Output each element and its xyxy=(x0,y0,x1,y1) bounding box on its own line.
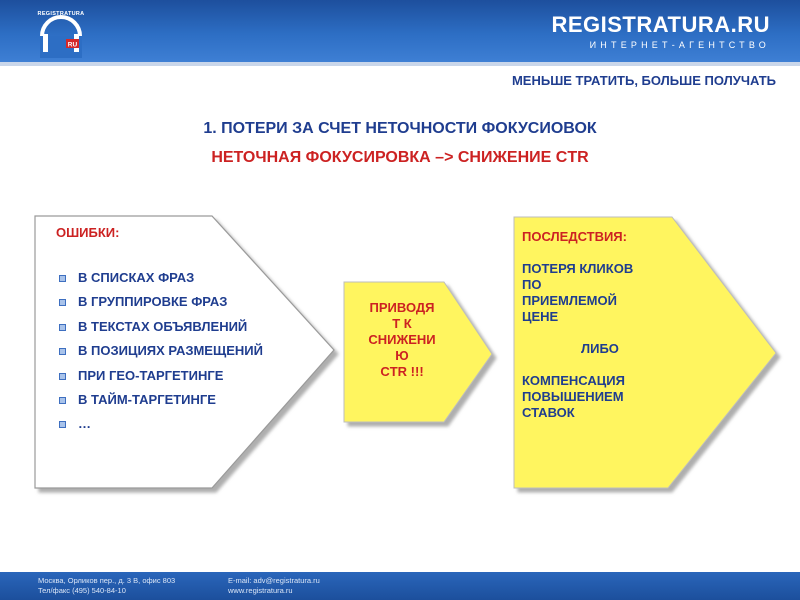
list-item-text: … xyxy=(78,416,91,432)
middle-line: ПРИВОДЯ xyxy=(369,300,435,315)
consequence-line: ПОВЫШЕНИЕМ xyxy=(522,389,624,404)
spacer xyxy=(522,245,702,261)
consequences-block xyxy=(522,229,702,421)
spacer xyxy=(522,325,702,341)
errors-list xyxy=(58,270,263,441)
consequence-line: КОМПЕНСАЦИЯ xyxy=(522,373,625,388)
brand-name: REGISTRATURA.RU xyxy=(551,12,770,37)
consequence-line: ПОТЕРЯ КЛИКОВ xyxy=(522,261,634,276)
list-item-text: В ГРУППИРОВКЕ ФРАЗ xyxy=(78,294,228,310)
square-bullet-icon xyxy=(59,397,66,404)
list-item-text: ПРИ ГЕО-ТАРГЕТИНГЕ xyxy=(78,367,224,383)
logo-text: REGISTRATURA xyxy=(37,11,85,17)
slide-subtitle: НЕТОЧНАЯ ФОКУСИРОВКА –> СНИЖЕНИЕ CTR xyxy=(211,149,589,166)
middle-line: Т К xyxy=(392,316,412,331)
brand-subtitle: ИНТЕРНЕТ-АГЕНТСТВО xyxy=(589,40,770,50)
slogan: МЕНЬШЕ ТРАТИТЬ, БОЛЬШЕ ПОЛУЧАТЬ xyxy=(511,73,776,88)
middle-line: CTR !!! xyxy=(380,364,424,379)
footer-web xyxy=(228,576,320,596)
footer-bar xyxy=(0,572,800,600)
square-bullet-icon xyxy=(59,373,66,380)
square-bullet-icon xyxy=(59,299,66,306)
list-item-text: В ПОЗИЦИЯХ РАЗМЕЩЕНИЙ xyxy=(78,343,263,359)
footer-address: Москва, Орликов пер., д. 3 В, офис 803 xyxy=(38,576,176,585)
square-bullet-icon xyxy=(59,421,66,428)
consequences-heading: ПОСЛЕДСТВИЯ: xyxy=(522,229,627,244)
footer-phone: Тел/факс (495) 540-84-10 xyxy=(38,586,126,595)
list-item-text: В ТАЙМ-ТАРГЕТИНГЕ xyxy=(78,391,216,407)
footer-email[interactable]: E-mail: adv@registratura.ru xyxy=(228,576,320,585)
list-item xyxy=(58,343,263,367)
slide-title: 1. ПОТЕРИ ЗА СЧЕТ НЕТОЧНОСТИ ФОКУСИОВОК xyxy=(203,120,597,137)
spacer xyxy=(522,357,702,373)
logo-badge: RU xyxy=(67,41,78,49)
list-item-text: В ТЕКСТАХ ОБЪЯВЛЕНИЙ xyxy=(78,318,248,334)
list-item xyxy=(58,392,263,416)
errors-heading: ОШИБКИ: xyxy=(56,225,120,240)
consequence-line: ПРИЕМЛЕМОЙ xyxy=(522,293,617,308)
square-bullet-icon xyxy=(59,275,66,282)
footer-site-link[interactable]: www.registratura.ru xyxy=(228,586,293,595)
list-item xyxy=(58,368,263,392)
middle-arrow-text xyxy=(346,300,458,380)
square-bullet-icon xyxy=(59,348,66,355)
list-item xyxy=(58,319,263,343)
square-bullet-icon xyxy=(59,324,66,331)
middle-line: СНИЖЕНИ xyxy=(368,332,436,347)
list-item xyxy=(58,294,263,318)
list-item-text: В СПИСКАХ ФРАЗ xyxy=(78,270,195,285)
middle-line: Ю xyxy=(395,348,409,363)
consequence-or: ЛИБО xyxy=(581,341,619,356)
list-item xyxy=(58,270,263,294)
consequence-line: ЦЕНЕ xyxy=(522,309,559,324)
footer-contacts xyxy=(38,576,175,596)
list-item xyxy=(58,416,263,440)
consequence-line: ПО xyxy=(522,277,542,292)
consequence-line: СТАВОК xyxy=(522,405,575,420)
